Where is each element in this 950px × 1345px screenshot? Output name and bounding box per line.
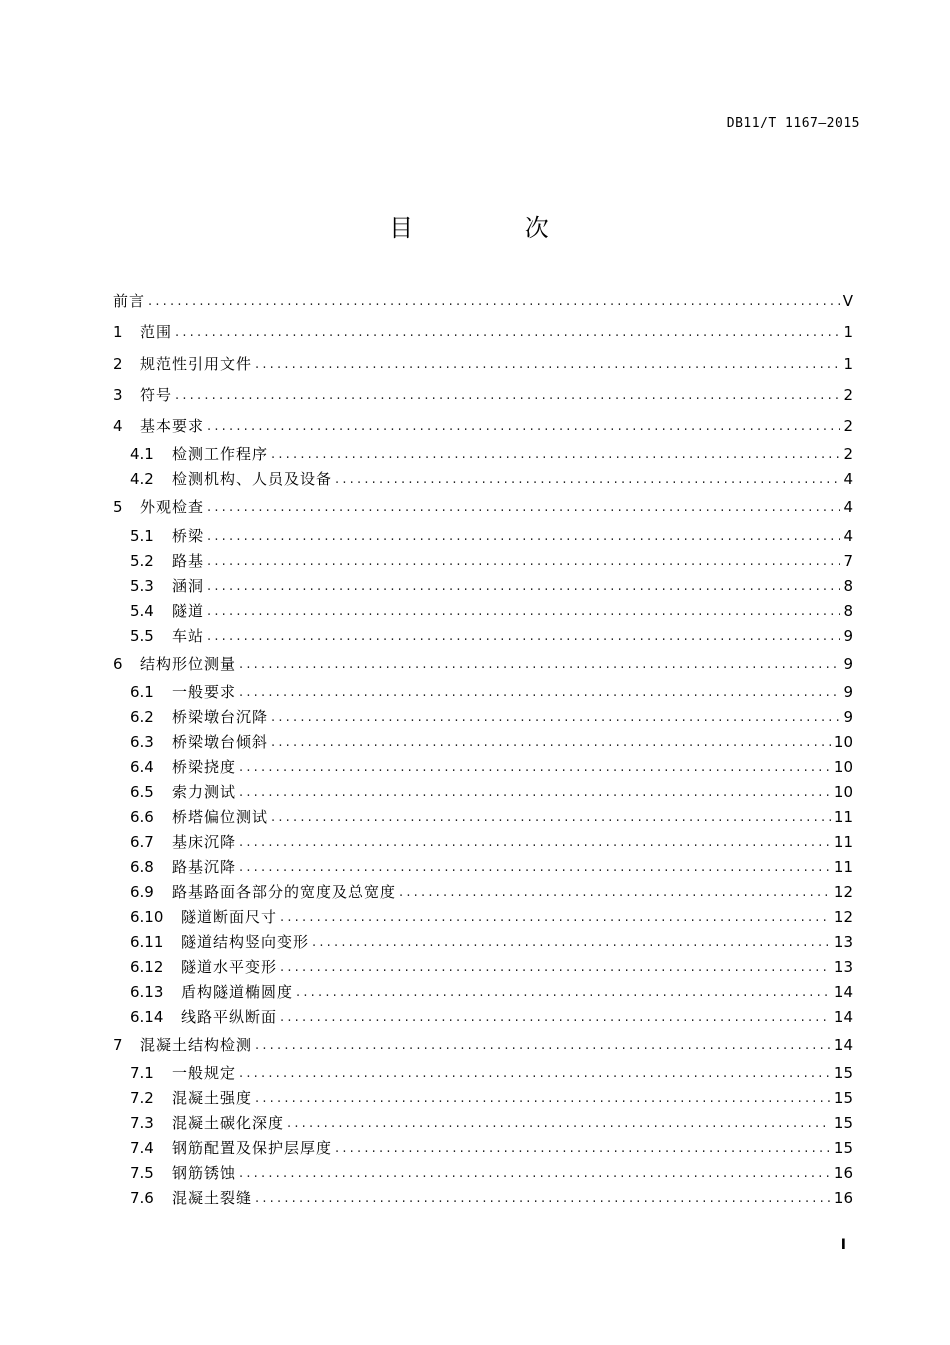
toc-entry-page: 2 <box>843 417 853 436</box>
toc-entry-number: 6.9 <box>130 883 154 902</box>
toc-entry-page: 14 <box>833 1036 853 1055</box>
toc-leader-dots <box>175 380 840 411</box>
toc-entry[interactable] <box>113 467 853 492</box>
toc-entry-number: 6.12 <box>130 958 164 977</box>
toc-entry[interactable] <box>113 1086 853 1111</box>
toc-leader-dots <box>280 1005 831 1030</box>
toc-leader-dots <box>207 574 840 599</box>
toc-entry-page: 12 <box>833 883 853 902</box>
toc-entry[interactable] <box>113 1061 853 1086</box>
toc-entry[interactable] <box>113 705 853 730</box>
toc-leader-dots <box>255 349 840 380</box>
toc-entry[interactable] <box>113 549 853 574</box>
toc-leader-dots <box>239 1161 831 1186</box>
toc-entry-page: 11 <box>833 808 853 827</box>
toc-leader-dots <box>255 1186 831 1211</box>
toc-entry-number: 7.2 <box>130 1089 154 1108</box>
toc-leader-dots <box>271 805 831 830</box>
toc-entry-number: 1 <box>113 323 123 342</box>
toc-leader-dots <box>280 955 831 980</box>
toc-entry-label: 前言 <box>113 292 146 310</box>
toc-entry[interactable] <box>113 1111 853 1136</box>
toc-entry-page: 1 <box>843 323 853 342</box>
toc-leader-dots <box>239 780 831 805</box>
toc-entry-page: 14 <box>833 983 853 1002</box>
toc-entry-page: 9 <box>843 708 853 727</box>
toc-entry[interactable] <box>113 492 853 523</box>
toc-entry-page: 12 <box>833 908 853 927</box>
toc-entry-number: 6.14 <box>130 1008 164 1027</box>
toc-leader-dots <box>287 1111 831 1136</box>
toc-entry-label: 隧道断面尺寸 <box>181 908 278 927</box>
toc-leader-dots <box>271 442 840 467</box>
toc-entry-number: 6.1 <box>130 683 154 702</box>
toc-leader-dots <box>207 599 840 624</box>
toc-entry-number: 7.6 <box>130 1189 154 1208</box>
toc-entry[interactable] <box>113 955 853 980</box>
toc-entry-number: 6.3 <box>130 733 154 752</box>
toc-entry-number: 6.13 <box>130 983 164 1002</box>
toc-entry-label: 钢筋配置及保护层厚度 <box>172 1139 333 1158</box>
document-code: DB11/T 1167—2015 <box>726 116 860 131</box>
toc-entry[interactable] <box>113 930 853 955</box>
toc-leader-dots <box>207 411 840 442</box>
toc-entry[interactable] <box>113 880 853 905</box>
toc-leader-dots <box>239 649 840 680</box>
toc-entry-page: 8 <box>843 576 853 595</box>
toc-leader-dots <box>239 830 831 855</box>
toc-entry-page: 1 <box>843 354 853 373</box>
toc-entry-number: 6.2 <box>130 708 154 727</box>
toc-leader-dots <box>207 492 840 523</box>
page-number: I <box>840 1237 846 1253</box>
toc-entry-page: 15 <box>833 1114 853 1133</box>
toc-entry-page: 10 <box>833 733 853 752</box>
toc-leader-dots <box>296 980 831 1005</box>
toc-entry-label: 桥梁墩台倾斜 <box>172 733 269 752</box>
toc-entry-number: 6.8 <box>130 858 154 877</box>
toc-entry-label: 钢筋锈蚀 <box>172 1164 237 1183</box>
toc-entry-label: 符号 <box>140 385 173 404</box>
toc-entry-label: 路基路面各部分的宽度及总宽度 <box>172 883 397 902</box>
toc-entry-number: 6.10 <box>130 908 164 927</box>
toc-entry-number: 7.5 <box>130 1164 154 1183</box>
toc-entry[interactable] <box>113 905 853 930</box>
toc-entry-page: 8 <box>843 601 853 620</box>
toc-entry-label: 索力测试 <box>172 783 237 802</box>
toc-leader-dots <box>399 880 831 905</box>
toc-entry-page: 4 <box>843 470 853 489</box>
toc-entry-label: 范围 <box>140 323 173 342</box>
toc-entry[interactable] <box>113 830 853 855</box>
toc-entry-number: 5.4 <box>130 601 154 620</box>
toc-entry-label: 混凝土结构检测 <box>140 1036 253 1055</box>
toc-entry-label: 隧道水平变形 <box>181 958 278 977</box>
toc-entry[interactable] <box>113 780 853 805</box>
toc-entry[interactable] <box>113 1186 853 1211</box>
toc-entry-number: 6.6 <box>130 808 154 827</box>
toc-leader-dots <box>255 1030 831 1061</box>
toc-entry-number: 5 <box>113 498 123 517</box>
toc-entry[interactable] <box>113 286 853 317</box>
toc-leader-dots <box>148 286 840 317</box>
toc-entry[interactable] <box>113 317 853 348</box>
toc-leader-dots <box>239 1061 831 1086</box>
toc-leader-dots <box>335 467 840 492</box>
toc-entry-number: 6.4 <box>130 758 154 777</box>
table-of-contents <box>113 286 853 1211</box>
toc-leader-dots <box>271 705 840 730</box>
toc-entry-label: 隧道 <box>172 601 205 620</box>
toc-entry-label: 桥梁挠度 <box>172 758 237 777</box>
toc-entry-label: 外观检查 <box>140 498 205 517</box>
toc-entry-label: 隧道结构竖向变形 <box>181 933 310 952</box>
toc-entry-label: 桥梁墩台沉降 <box>172 708 269 727</box>
toc-entry[interactable] <box>113 649 853 680</box>
toc-entry[interactable] <box>113 1005 853 1030</box>
toc-entry-page: 9 <box>843 654 853 673</box>
toc-entry-label: 路基 <box>172 551 205 570</box>
toc-entry-label: 盾构隧道椭圆度 <box>181 983 294 1002</box>
toc-leader-dots <box>207 624 840 649</box>
toc-entry[interactable] <box>113 524 853 549</box>
toc-entry-page: 9 <box>843 683 853 702</box>
toc-entry-page: 14 <box>833 1008 853 1027</box>
toc-entry[interactable] <box>113 1030 853 1061</box>
toc-entry-page: 7 <box>843 551 853 570</box>
toc-entry-number: 5.5 <box>130 626 154 645</box>
toc-leader-dots <box>175 317 840 348</box>
toc-entry-page: V <box>842 292 853 310</box>
toc-leader-dots <box>207 524 840 549</box>
toc-leader-dots <box>280 905 831 930</box>
toc-entry-page: 16 <box>833 1189 853 1208</box>
toc-entry[interactable] <box>113 624 853 649</box>
toc-entry-page: 11 <box>833 833 853 852</box>
toc-entry[interactable] <box>113 442 853 467</box>
toc-entry[interactable] <box>113 980 853 1005</box>
toc-entry-page: 2 <box>843 445 853 464</box>
toc-entry-page: 2 <box>843 385 853 404</box>
toc-entry-label: 车站 <box>172 626 205 645</box>
toc-entry-label: 一般要求 <box>172 683 237 702</box>
toc-entry-number: 4.2 <box>130 470 154 489</box>
toc-entry-number: 7.3 <box>130 1114 154 1133</box>
toc-entry-label: 基本要求 <box>140 417 205 436</box>
toc-entry-label: 路基沉降 <box>172 858 237 877</box>
toc-entry-number: 6 <box>113 654 123 673</box>
toc-leader-dots <box>255 1086 831 1111</box>
toc-entry-label: 混凝土碳化深度 <box>172 1114 285 1133</box>
toc-entry-label: 规范性引用文件 <box>140 354 253 373</box>
toc-entry-page: 10 <box>833 783 853 802</box>
toc-entry-page: 13 <box>833 958 853 977</box>
toc-entry-page: 16 <box>833 1164 853 1183</box>
toc-entry[interactable] <box>113 680 853 705</box>
toc-entry-number: 2 <box>113 354 123 373</box>
toc-entry-page: 13 <box>833 933 853 952</box>
toc-entry-number: 6.11 <box>130 933 164 952</box>
toc-entry-page: 10 <box>833 758 853 777</box>
toc-entry-number: 5.1 <box>130 526 154 545</box>
toc-entry[interactable] <box>113 855 853 880</box>
toc-entry[interactable] <box>113 411 853 442</box>
toc-entry-page: 15 <box>833 1064 853 1083</box>
toc-leader-dots <box>312 930 831 955</box>
toc-entry-number: 7.4 <box>130 1139 154 1158</box>
toc-entry-label: 混凝土强度 <box>172 1089 253 1108</box>
toc-entry[interactable] <box>113 755 853 780</box>
toc-leader-dots <box>239 680 840 705</box>
toc-leader-dots <box>239 855 831 880</box>
toc-entry-number: 6.7 <box>130 833 154 852</box>
toc-entry-page: 9 <box>843 626 853 645</box>
toc-entry-page: 15 <box>833 1139 853 1158</box>
toc-entry-label: 一般规定 <box>172 1064 237 1083</box>
toc-entry-number: 3 <box>113 385 123 404</box>
toc-entry[interactable] <box>113 574 853 599</box>
toc-entry-number: 5.2 <box>130 551 154 570</box>
toc-entry-label: 混凝土裂缝 <box>172 1189 253 1208</box>
toc-entry[interactable] <box>113 1161 853 1186</box>
toc-entry-label: 检测工作程序 <box>172 445 269 464</box>
toc-entry-page: 4 <box>843 498 853 517</box>
toc-entry-number: 4.1 <box>130 445 154 464</box>
toc-entry-number: 7 <box>113 1036 123 1055</box>
toc-entry-label: 基床沉降 <box>172 833 237 852</box>
toc-entry-label: 线路平纵断面 <box>181 1008 278 1027</box>
toc-leader-dots <box>239 755 831 780</box>
toc-entry-label: 桥梁 <box>172 526 205 545</box>
toc-entry-label: 结构形位测量 <box>140 654 237 673</box>
toc-entry-label: 检测机构、人员及设备 <box>172 470 333 489</box>
toc-entry-number: 6.5 <box>130 783 154 802</box>
toc-entry[interactable] <box>113 1136 853 1161</box>
toc-entry-page: 11 <box>833 858 853 877</box>
toc-leader-dots <box>271 730 831 755</box>
page-title: 目 次 <box>389 214 601 242</box>
toc-leader-dots <box>207 549 840 574</box>
toc-entry-number: 7.1 <box>130 1064 154 1083</box>
toc-entry[interactable] <box>113 599 853 624</box>
toc-entry[interactable] <box>113 730 853 755</box>
toc-leader-dots <box>335 1136 831 1161</box>
toc-entry-page: 4 <box>843 526 853 545</box>
toc-entry-number: 5.3 <box>130 576 154 595</box>
toc-entry-number: 4 <box>113 417 123 436</box>
toc-entry-label: 涵洞 <box>172 576 205 595</box>
toc-entry[interactable] <box>113 805 853 830</box>
toc-entry-page: 15 <box>833 1089 853 1108</box>
toc-entry-label: 桥塔偏位测试 <box>172 808 269 827</box>
toc-entry[interactable] <box>113 349 853 380</box>
toc-entry[interactable] <box>113 380 853 411</box>
